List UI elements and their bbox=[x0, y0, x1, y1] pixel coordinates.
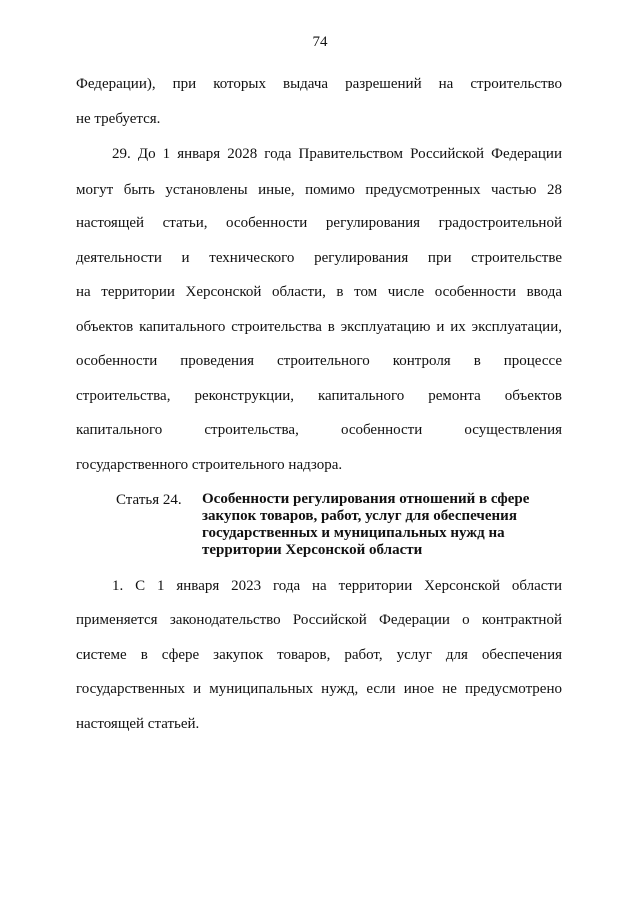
article-title-line: территории Херсонской области bbox=[202, 542, 423, 558]
text-line: строительства, реконструкции, капитального ремонта объектов bbox=[76, 388, 562, 404]
article-title-line: закупок товаров, работ, услуг для обеспечения bbox=[202, 508, 517, 524]
article-title bbox=[202, 491, 542, 559]
text-line: системе в сфере закупок товаров, работ, услуг для обеспечения bbox=[76, 647, 562, 663]
article-label: Статья 24. bbox=[116, 492, 182, 508]
page-number: 74 bbox=[312, 34, 328, 50]
text-line: могут быть установлены иные, помимо предусмотренных частью 28 bbox=[76, 182, 562, 198]
text-line: Федерации), при которых выдача разрешений на строительство bbox=[76, 76, 562, 92]
text-line: объектов капитального строительства в эксплуатацию и их эксплуатации, bbox=[76, 319, 562, 335]
article-title-line: государственных и муниципальных нужд на bbox=[202, 525, 505, 541]
text-line: государственных и муниципальных нужд, если иное не предусмотрено bbox=[76, 681, 562, 697]
text-line: 29. До 1 января 2028 года Правительством Российской Федерации bbox=[112, 146, 562, 162]
text-line: применяется законодательство Российской Федерации о контрактной bbox=[76, 612, 562, 628]
text-line: 1. С 1 января 2023 года на территории Херсонской области bbox=[112, 578, 562, 594]
text-line: настоящей статьей. bbox=[76, 716, 200, 732]
text-line: государственного строительного надзора. bbox=[76, 457, 343, 473]
text-line: на территории Херсонской области, в том числе особенности ввода bbox=[76, 284, 562, 300]
text-line: капитального строительства, особенности осуществления bbox=[76, 422, 562, 438]
article-title-line: Особенности регулирования отношений в сфере bbox=[202, 491, 530, 507]
text-line: деятельности и технического регулирования при строительстве bbox=[76, 250, 562, 266]
text-line: не требуется. bbox=[76, 111, 161, 127]
text-line: особенности проведения строительного контроля в процессе bbox=[76, 353, 562, 369]
text-line: настоящей статьи, особенности регулирования градостроительной bbox=[76, 215, 562, 231]
